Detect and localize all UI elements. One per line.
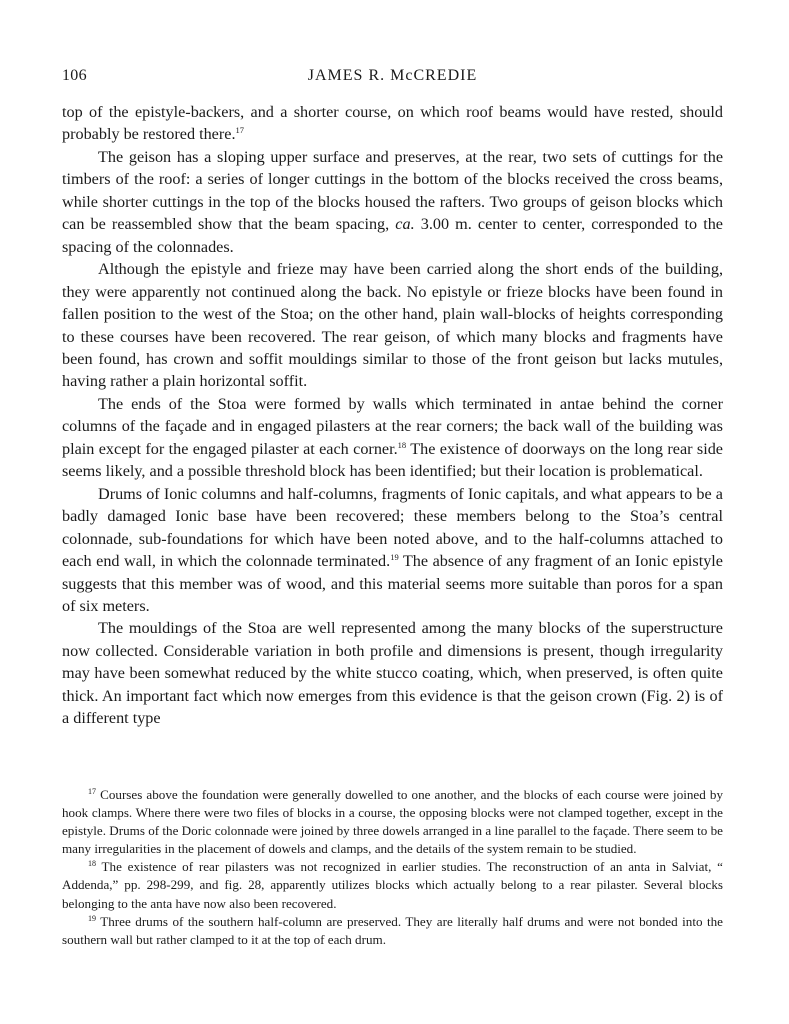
- page-number: 106: [62, 67, 87, 84]
- body-text: [62, 101, 723, 730]
- footnote-marker: 17: [235, 125, 244, 136]
- page-header: [62, 67, 723, 89]
- text-run: The absence of any fragment of an Ionic epistyle suggests that this member was of wood, and this material seems more suitable than poros for a span of six meters.: [62, 552, 723, 615]
- body-paragraph: [62, 146, 723, 258]
- text-run: top of the epistyle-backers, and a shorter course, on which roof beams would have rested, should probably be restored there.: [62, 103, 723, 144]
- text-run: The ends of the Stoa were formed by walls which terminated in antae behind the corner columns of the façade and in engaged pilasters at the rear corners; the back wall of the building was plain except for the engaged pilaster at each corner.: [62, 394, 723, 458]
- text-run: 3.00 m. center to center, corresponded to the spacing of the colonnades.: [62, 215, 723, 256]
- footnote: [62, 913, 723, 949]
- footnote-marker: 18: [88, 859, 96, 869]
- text-run: Three drums of the southern half-column are preserved. They are literally half drums and were not bonded into the southern wall but rather clamped to it at the top of each drum.: [62, 913, 723, 947]
- footnote-marker: 19: [390, 552, 399, 563]
- text-run: The existence of doorways on the long rear side seems likely, and a possible threshold block has been identified; but their location is problematical.: [62, 439, 723, 481]
- footnote-marker: 19: [88, 913, 96, 923]
- body-paragraph: [62, 617, 723, 729]
- text-run: Although the epistyle and frieze may have been carried along the short ends of the building, they were apparently not continued along the back. No epistyle or frieze blocks have been found in fallen position to the west of the Stoa; on the other hand, plain wall-blocks of heights corresponding to these courses have been recovered. The rear geison, of which many blocks and fragments have been found, has crown and soffit mouldings similar to those of the front geison but lacks mutules, having rather a plain horizontal soffit.: [62, 260, 723, 391]
- running-head: JAMES R. McCREDIE: [307, 67, 478, 84]
- body-paragraph: [62, 393, 723, 483]
- footnote-marker: 17: [88, 787, 96, 796]
- text-run: The geison has a sloping upper surface and preserves, at the rear, two sets of cuttings for the timbers of the roof: a series of longer cuttings in the bottom of the blocks received the cross beams, while shorter cuttings in the top of the blocks housed the rafters. Two groups of geison blocks which can be reassembled show that the beam spacing,: [62, 147, 723, 234]
- body-paragraph: [62, 101, 723, 146]
- text-run: The existence of rear pilasters was not recognized in earlier studies. The reconstruction of an anta in Salviat, “ Addenda,” pp. 298-299, and fig. 28, apparently utilizes blocks which actually belong to a rear pilaster. Several blocks belonging to the anta have now also been recovered.: [62, 859, 723, 911]
- footnote: [62, 786, 723, 858]
- text-run: Drums of Ionic columns and half-columns, fragments of Ionic capitals, and what appears to be a badly damaged Ionic base have been recovered; these members belong to the Stoa’s central colonnade, sub-foundations for which have been noted above, and to the half-columns attached to each end wall, in which the colonnade terminated.: [62, 484, 723, 571]
- italic-text: ca.: [395, 215, 415, 234]
- body-paragraph: [62, 258, 723, 393]
- footnote: [62, 858, 723, 912]
- footnote-marker: 18: [397, 439, 407, 450]
- body-paragraph: [62, 483, 723, 618]
- text-run: The mouldings of the Stoa are well represented among the many blocks of the superstructure now collected. Considerable variation in both profile and dimensions is present, though irregularity may have been somewhat reduced by the white stucco coating, which, when preserved, is often quite thick. An important fact which now emerges from this evidence is that the geison crown (Fig. 2) is of a different type: [62, 619, 723, 728]
- footnotes: [62, 786, 723, 949]
- text-run: Courses above the foundation were generally dowelled to one another, and the blocks of each course were joined by hook clamps. Where there were two files of blocks in a course, the opposing blocks were not clamped together, except in the epistyle. Drums of the Doric colonnade were joined by three dowels arranged in a line parallel to the façade. There seem to be many irregularities in the placement of dowels and clamps, and the details of the system remain to be studied.: [62, 787, 723, 857]
